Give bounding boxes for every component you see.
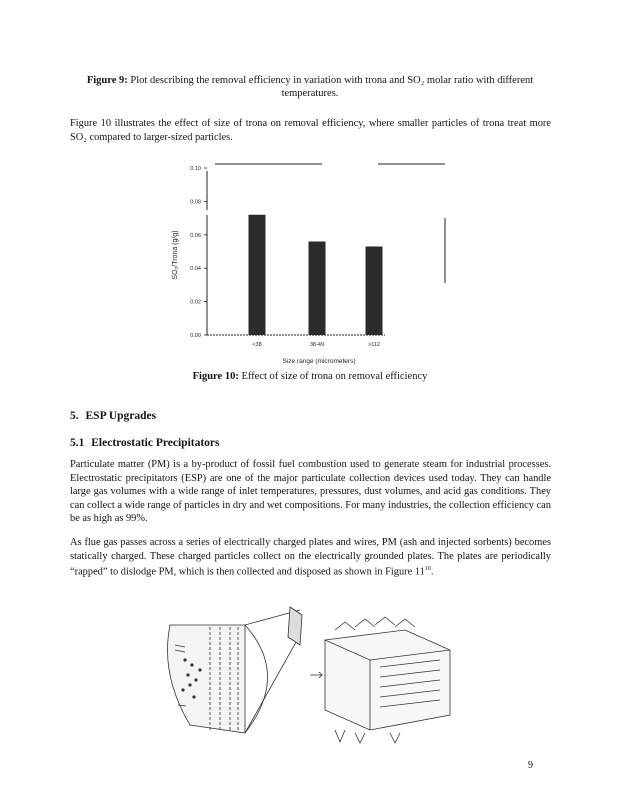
figure-9-text: Plot describing the removal efficiency in variation with trona and SO₂ molar ratio with different temperatures. (130, 75, 534, 99)
paragraph-end: . (430, 566, 434, 578)
section-number: 5. (70, 410, 79, 422)
y-tick-label-1: 0.02 (190, 299, 201, 306)
section-heading (70, 410, 156, 422)
figure-reference: 10 (424, 566, 431, 573)
figure-11-illustration (150, 605, 470, 745)
section-title: ESP Upgrades (85, 410, 157, 422)
y-tick-label-0: 0.00 (190, 333, 201, 339)
y-tick-label-4: 0.08 (190, 199, 201, 206)
figure-10-chart (160, 155, 460, 370)
paragraph-esp-operation-text: As flue gas passes across a series of electrically charged plates and wires, PM (ash and injected sorbents) becomes statically charged. These charged particles collect on the electrically grounded plates. The plates are periodically “rapped” to dislodge PM, which is then collected and disposed as shown in Figure 11 (70, 537, 551, 578)
paragraph-esp-intro: Particulate matter (PM) is a by-product of fossil fuel combustion used to generate steam for industrial processes. Electrostatic precipitators (ESP) are one of the major particulate collection devices used today. They can handle large gas volumes with a wide range of inlet temperatures, pressures, dust volumes, and acid gas conditions. They can collect a wide range of particles in dry and wet compositions. For many industries, the collection efficiency can be as high as 99%. (70, 459, 551, 525)
page-number: 9 (528, 760, 533, 771)
bar-2 (366, 246, 383, 335)
subsection-number: 5.1 (70, 437, 85, 449)
figure-10-text: Effect of size of trona on removal efficiency (241, 371, 428, 382)
intro-paragraph: Figure 10 illustrates the effect of size of trona on removal efficiency, where smaller particles of trona treat more SO₂ compared to larger-sized particles. (70, 118, 551, 143)
figure-9-caption (70, 74, 550, 100)
x-tick-label-0: <38 (252, 342, 262, 348)
figure-9-label: Figure 9: (86, 75, 128, 86)
bar-0 (249, 215, 266, 335)
x-tick-label-2: >112 (368, 342, 380, 348)
esp-unit-view (310, 617, 450, 743)
figure-10-label: Figure 10: (192, 371, 239, 382)
bar-1 (309, 241, 326, 335)
y-tick-label-2: 0.04 (190, 266, 201, 273)
subsection-title: Electrostatic Precipitators (91, 437, 220, 449)
esp-cutaway-view (168, 607, 303, 733)
subsection-heading (70, 437, 220, 449)
figure-10-caption (120, 370, 500, 383)
x-tick-label-1: 38-49 (309, 342, 325, 348)
y-axis-label: SO₂/Trona (g/g) (172, 230, 179, 280)
x-axis-label: Size range (micrometers) (282, 358, 356, 365)
y-tick-label-3: 0.06 (190, 232, 201, 239)
y-tick-label-5: 0.10 (190, 166, 201, 172)
paragraph-esp-operation (70, 536, 551, 579)
